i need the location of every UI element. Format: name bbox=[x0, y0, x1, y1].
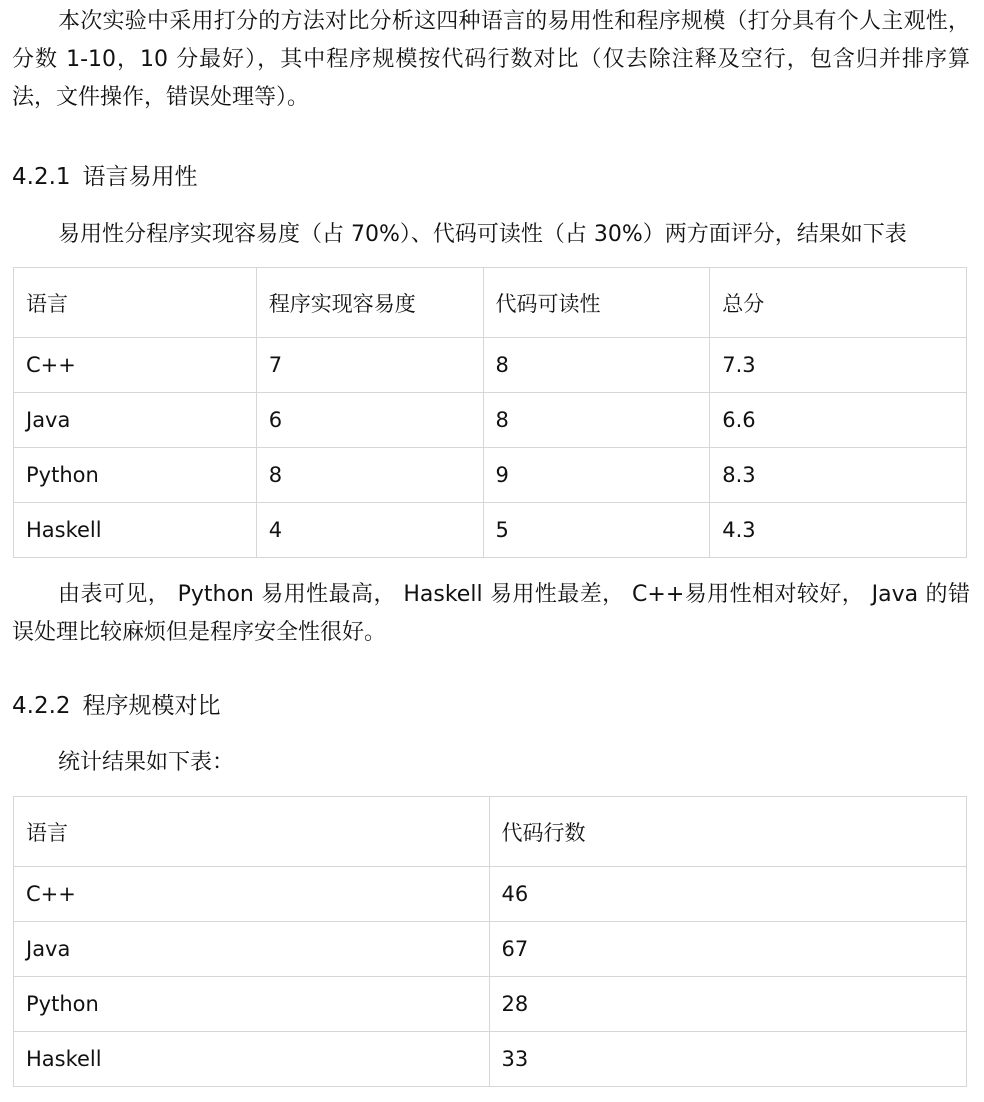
table-header-cell: 程序实现容易度 bbox=[256, 268, 483, 338]
table-cell: Python bbox=[14, 448, 257, 503]
usability-intro-paragraph: 易用性分程序实现容易度（占 70%）、代码可读性（占 30%）两方面评分，结果如下表 bbox=[58, 222, 907, 247]
table-row bbox=[14, 503, 967, 558]
table-row bbox=[14, 867, 967, 922]
table-cell: 8 bbox=[256, 448, 483, 503]
table-cell: 46 bbox=[489, 867, 966, 922]
section-number: 4.2.2 bbox=[12, 693, 71, 719]
table-header-cell: 代码可读性 bbox=[483, 268, 710, 338]
table-header-cell: 代码行数 bbox=[489, 797, 966, 867]
section-title: 语言易用性 bbox=[82, 164, 198, 190]
table-cell: Haskell bbox=[14, 503, 257, 558]
table-cell: 8 bbox=[483, 393, 710, 448]
table-cell: C++ bbox=[14, 867, 490, 922]
table-header-cell: 语言 bbox=[14, 268, 257, 338]
table-cell: 8.3 bbox=[710, 448, 967, 503]
table-header-cell: 总分 bbox=[710, 268, 967, 338]
table-row bbox=[14, 1032, 967, 1087]
table-cell: Java bbox=[14, 393, 257, 448]
table-row bbox=[14, 922, 967, 977]
intro-paragraph: 本次实验中采用打分的方法对比分析这四种语言的易用性和程序规模（打分具有个人主观性，分数 1-10，10 分最好），其中程序规模按代码行数对比（仅去除注释及空行，包含归并排序算法，文件操作，错误处理等）。 bbox=[12, 9, 970, 110]
table-cell: 7 bbox=[256, 338, 483, 393]
table-row bbox=[14, 448, 967, 503]
table-cell: 4.3 bbox=[710, 503, 967, 558]
table-header-row bbox=[14, 268, 967, 338]
table-cell: 5 bbox=[483, 503, 710, 558]
table-cell: 8 bbox=[483, 338, 710, 393]
section-title: 程序规模对比 bbox=[82, 693, 221, 719]
table-cell: 67 bbox=[489, 922, 966, 977]
table-cell: 6 bbox=[256, 393, 483, 448]
table-cell: 7.3 bbox=[710, 338, 967, 393]
table-header-cell: 语言 bbox=[14, 797, 490, 867]
table-cell: 33 bbox=[489, 1032, 966, 1087]
table-row bbox=[14, 977, 967, 1032]
usability-conclusion-paragraph: 由表可见， Python 易用性最高， Haskell 易用性最差， C++易用性相对较好， Java 的错误处理比较麻烦但是程序安全性很好。 bbox=[12, 582, 970, 645]
table-header-row bbox=[14, 797, 967, 867]
usability-table bbox=[13, 267, 967, 558]
table-cell: Python bbox=[14, 977, 490, 1032]
code-size-table bbox=[13, 796, 967, 1087]
table-cell: 9 bbox=[483, 448, 710, 503]
section-heading-4-2-2 bbox=[12, 691, 221, 721]
table-row bbox=[14, 338, 967, 393]
table-cell: 4 bbox=[256, 503, 483, 558]
table-row bbox=[14, 393, 967, 448]
size-intro-paragraph: 统计结果如下表： bbox=[58, 750, 235, 775]
table-cell: 6.6 bbox=[710, 393, 967, 448]
table-cell: C++ bbox=[14, 338, 257, 393]
table-cell: 28 bbox=[489, 977, 966, 1032]
table-cell: Java bbox=[14, 922, 490, 977]
section-heading-4-2-1 bbox=[12, 162, 198, 192]
section-number: 4.2.1 bbox=[12, 164, 71, 190]
table-cell: Haskell bbox=[14, 1032, 490, 1087]
